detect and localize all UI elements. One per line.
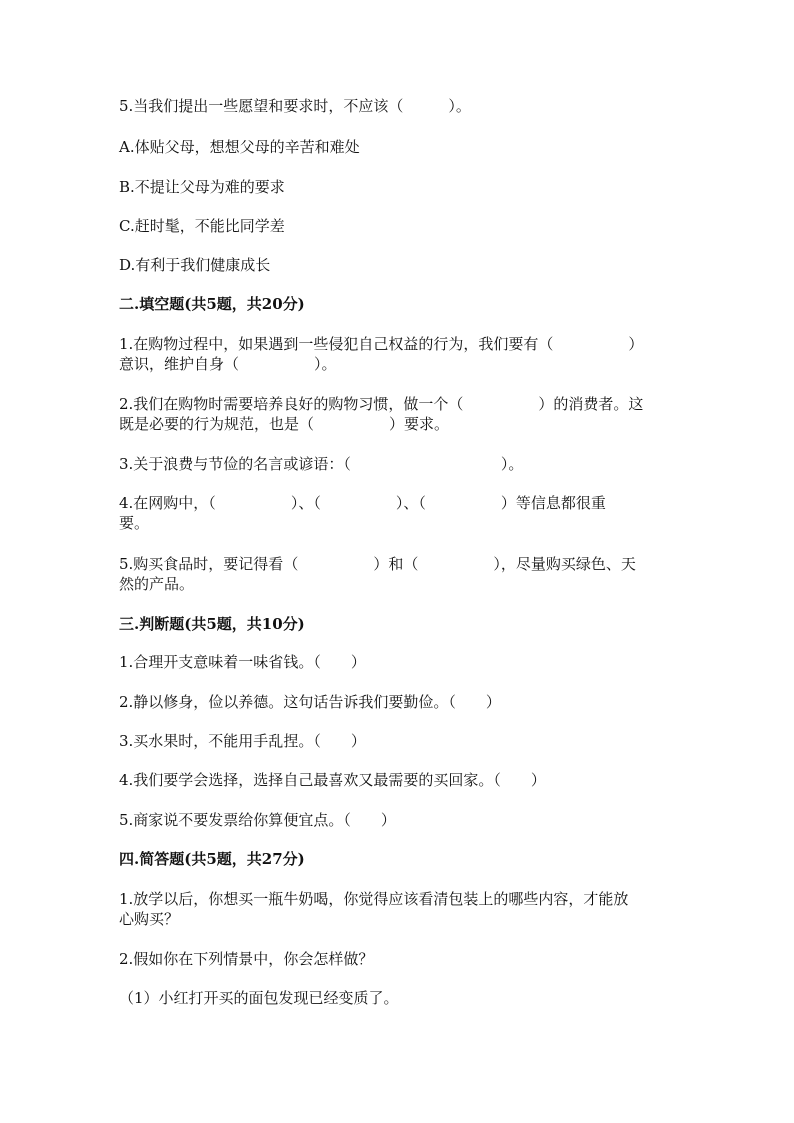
fill-q5-line2: 然的产品。: [119, 575, 195, 593]
fill-q3: 3.关于浪费与节俭的名言或谚语：（ ）。: [119, 455, 524, 473]
short-q1-line2: 心购买？: [119, 910, 180, 928]
judge-q3: 3.买水果时，不能用手乱捏。（ ）: [119, 732, 366, 750]
short-q1-line1: 1.放学以后，你想买一瓶牛奶喝，你觉得应该看清包装上的哪些内容，才能放: [119, 890, 629, 908]
option-a: A.体贴父母，想想父母的辛苦和难处: [119, 138, 360, 156]
option-b: B.不提让父母为难的要求: [119, 178, 285, 196]
judge-q1: 1.合理开支意味着一味省钱。（ ）: [119, 653, 366, 671]
question-5-stem: 5.当我们提出一些愿望和要求时，不应该（ ）。: [119, 97, 471, 115]
fill-q5-line1: 5.购买食品时，要记得看（ ）和（ ），尽量购买绿色、天: [119, 555, 636, 573]
section-heading-short-answer: 四.简答题(共5题，共27分): [119, 850, 305, 868]
short-q2: 2.假如你在下列情景中，你会怎样做？: [119, 950, 374, 968]
fill-q2-line1: 2.我们在购物时需要培养良好的购物习惯，做一个（ ）的消费者。这: [119, 395, 644, 413]
option-d: D.有利于我们健康成长: [119, 256, 271, 274]
fill-q4-line2: 要。: [119, 514, 150, 532]
judge-q2: 2.静以修身，俭以养德。这句话告诉我们要勤俭。（ ）: [119, 693, 501, 711]
section-heading-fill-blank: 二.填空题(共5题，共20分): [119, 295, 305, 313]
fill-q1-line1: 1.在购物过程中，如果遇到一些侵犯自己权益的行为，我们要有（ ）: [119, 335, 644, 353]
judge-q4: 4.我们要学会选择，选择自己最喜欢又最需要的买回家。（ ）: [119, 771, 546, 789]
short-q2-sub1: （1）小红打开买的面包发现已经变质了。: [119, 989, 399, 1007]
fill-q2-line2: 既是必要的行为规范，也是（ ）要求。: [119, 415, 450, 433]
fill-q4-line1: 4.在网购中，（ ）、（ ）、（ ）等信息都很重: [119, 494, 606, 512]
section-heading-true-false: 三.判断题(共5题，共10分): [119, 615, 305, 633]
option-c: C.赶时髦，不能比同学差: [119, 217, 285, 235]
judge-q5: 5.商家说不要发票给你算便宜点。（ ）: [119, 811, 396, 829]
fill-q1-line2: 意识，维护自身（ ）。: [119, 355, 337, 373]
